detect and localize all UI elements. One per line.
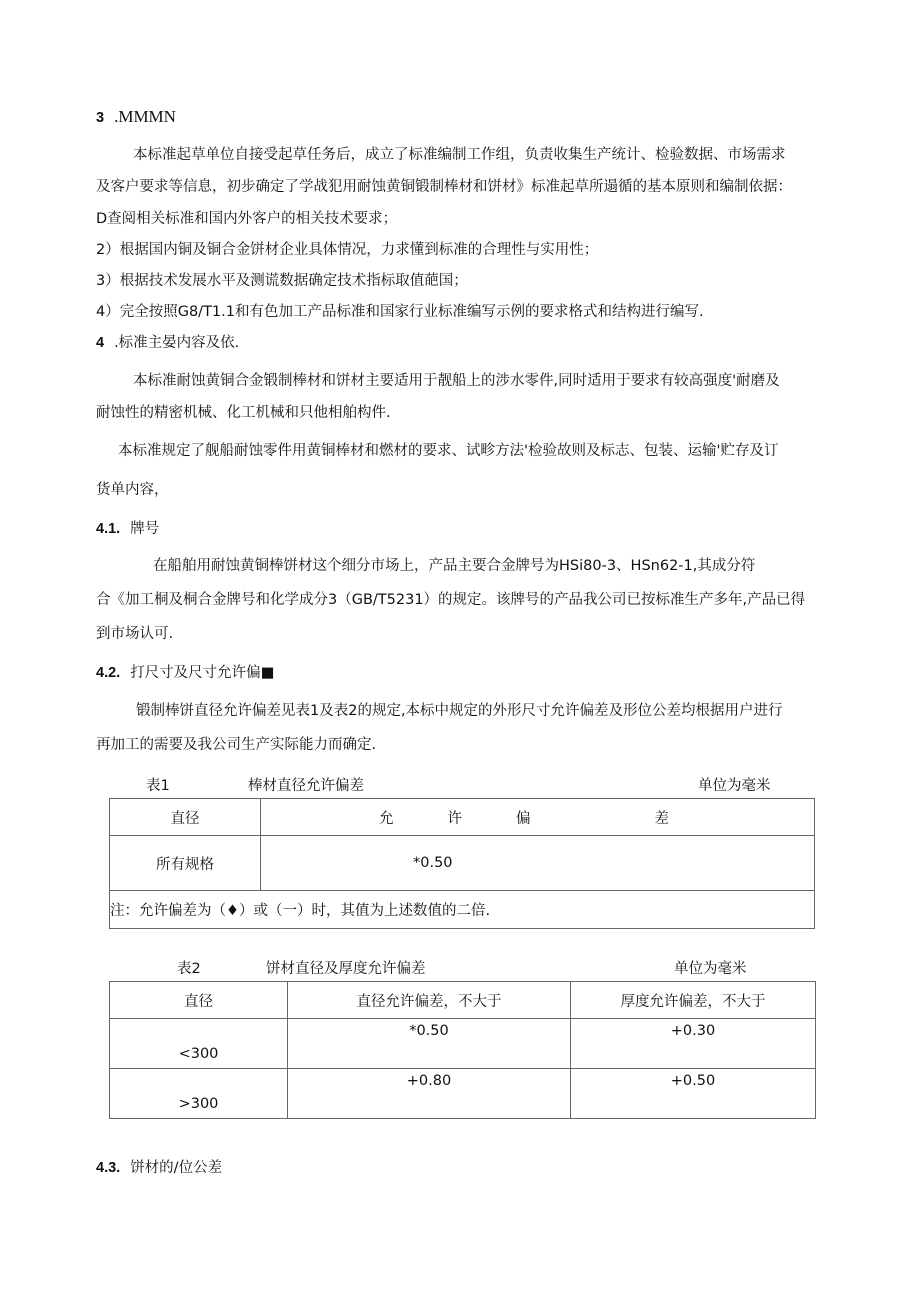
table2-unit: 单位为毫米	[674, 961, 747, 977]
section-3-heading	[96, 107, 176, 127]
section-4-2-heading	[96, 663, 274, 683]
section-number: 4.1.	[96, 521, 121, 537]
table-cell: <300	[110, 1019, 288, 1069]
paragraph-line: 本标准规定了舰船耐蚀零件用黄铜棒材和燃材的要求、试畛方法'检验故则及标志、包装、运输'贮存及订	[118, 443, 779, 459]
header-char: 差	[654, 810, 669, 827]
table1-label: 表1	[146, 778, 170, 794]
paragraph-line: 及客户要求等信息，初步确定了学战犯用耐蚀黄铜锻制棒材和饼材》标准起草所遢循的基本原则和编制依据：	[96, 179, 792, 195]
header-char: 允	[379, 810, 394, 827]
header-cell: 厚度允许偏差，不大于	[571, 982, 816, 1019]
section-title: .MMMN	[114, 107, 176, 126]
table-note: 注：允许偏差为（♦）或（一）时，其值为上述数值的二倍.	[110, 891, 815, 929]
table1-title: 棒材直径允许偏差	[248, 778, 364, 794]
header-cell: 直径	[110, 799, 261, 836]
section-title: 打尺寸及尺寸允许偏■	[130, 665, 275, 681]
table1	[109, 798, 815, 929]
section-number: 4	[96, 335, 105, 351]
paragraph-line: 本标准耐蚀黄铜合金锻制棒材和饼材主要适用于靓船上的涉水零件,同时适用于要求有较高强度'耐磨及	[133, 373, 780, 389]
section-title: 饼材的/位公差	[130, 1160, 223, 1176]
table-cell: +0.30	[571, 1019, 816, 1069]
list-item: 3）根据技术发展水平及测谎数据确定技术指标取值葩国；	[96, 273, 468, 289]
section-4-1-heading	[96, 519, 159, 539]
paragraph-line: 再加工的需要及我公司生产实际能力而确定.	[96, 737, 377, 753]
table2	[109, 981, 816, 1119]
table-cell: +0.50	[571, 1069, 816, 1119]
table-note-row	[110, 891, 815, 929]
section-4-heading	[96, 333, 239, 353]
paragraph-line: 本标准起草单位自接受起草任务后，成立了标准编制工作组，负责收集生产统计、检验数据、市场需求	[133, 147, 786, 163]
table-cell: *0.50	[261, 836, 815, 891]
paragraph-line: 到市场认可.	[96, 626, 174, 642]
section-title: 牌号	[130, 521, 160, 537]
paragraph-line: 合《加工桐及桐合金牌号和化学成分3（GB/T5231）的规定。该牌号的产品我公司已按标准生产多年,产品已得	[96, 592, 806, 608]
table-cell: 所有规格	[110, 836, 261, 891]
table2-title: 饼材直径及厚度允许偏差	[266, 961, 426, 977]
paragraph-line: 耐蚀性的精密机械、化工机械和只他相舶构件.	[96, 405, 391, 421]
paragraph-line: 在船舶用耐蚀黄铜棒饼材这个细分市场上，产品主要合金牌号为HSi80-3、HSn62-1,其成分符	[153, 558, 756, 574]
table-row	[110, 1019, 816, 1069]
list-item: 4）完全按照G8/T1.1和有色加工产品标准和国家行业标准编写示例的要求格式和结构进行编写.	[96, 304, 704, 320]
list-item: D查阅相关标准和国内外客户的相关技术要求；	[96, 211, 398, 227]
table1-unit: 单位为毫米	[698, 778, 771, 794]
table-row	[110, 836, 815, 891]
paragraph-line: 货单内容，	[96, 482, 169, 498]
table-row	[110, 1069, 816, 1119]
header-cell: 直径允许偏差，不大于	[288, 982, 571, 1019]
section-number: 4.3.	[96, 1160, 121, 1176]
header-char: 偏	[516, 810, 531, 827]
table2-label: 表2	[177, 961, 201, 977]
header-char: 许	[447, 810, 462, 827]
table-header-row	[110, 982, 816, 1019]
section-number: 3	[96, 110, 105, 126]
paragraph-line: 锻制棒饼直径允许偏差见表1及表2的规定,本标中规定的外形尺寸允许偏差及形位公差均根据用户进行	[136, 703, 783, 719]
list-item: 2）根据国内铜及铜合金饼材企业具体情况，力求懂到标准的合理性与实用性；	[96, 242, 599, 258]
table-cell: >300	[110, 1069, 288, 1119]
header-cell	[261, 799, 815, 836]
table-cell: +0.80	[288, 1069, 571, 1119]
section-title: .标准主晏内容及依.	[114, 335, 240, 351]
section-4-3-heading	[96, 1158, 222, 1178]
header-cell: 直径	[110, 982, 288, 1019]
section-number: 4.2.	[96, 665, 121, 681]
table-header-row	[110, 799, 815, 836]
table-cell: *0.50	[288, 1019, 571, 1069]
